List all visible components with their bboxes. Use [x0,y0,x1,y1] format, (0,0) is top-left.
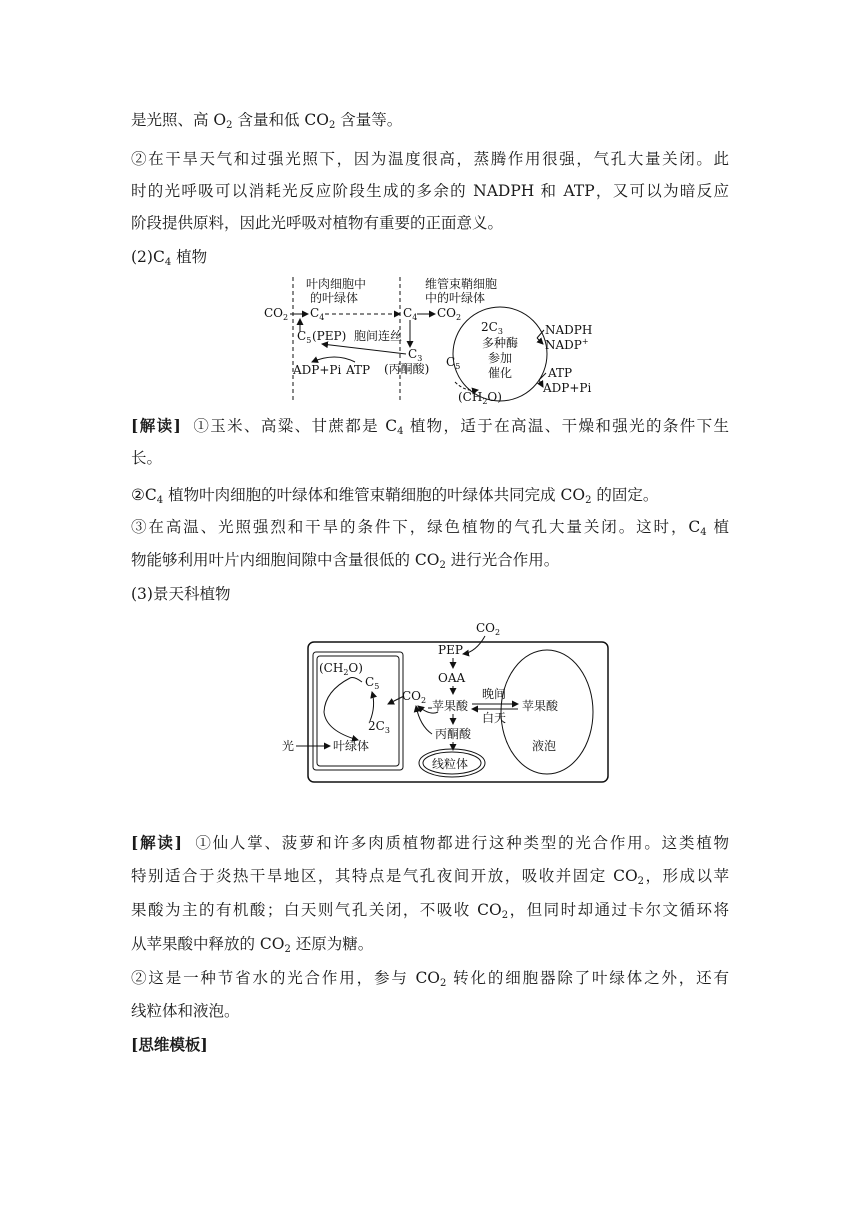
nadph-label: NADPH [545,323,593,337]
svg-text:CO2: $CO_2$ [402,689,427,705]
template-heading: [思维模板] [131,1035,208,1054]
c4-reading-line-5: 物能够利用叶片内细胞间隙中含量很低的 $CO_2$ 进行光合作用。 [131,551,560,571]
adp-pi-label-2: ADP+Pi [543,381,592,395]
c4-heading: $(2)C_4$ 植物 [131,248,208,268]
enzyme-label-3: 催化 [488,366,513,380]
cam-heading: (3)景天科植物 [131,585,231,603]
c4-reading-line-4: ③在高温、光照强烈和干旱的条件下，绿色植物的气孔大量关闭。这时，$C_4$ 植 [131,518,729,538]
c4-reading-line-1: [解读] ①玉米、高粱、甘蔗都是 $C_4$ 植物，适于在高温、干燥和强光的条件下生 [131,416,729,437]
svg-text:C4: $C_4$ [310,306,325,322]
cam-light-label: 光 [282,739,295,753]
enzyme-label-2: 参加 [488,351,513,365]
enzyme-label-1: 多种酶 [482,336,519,350]
sheath-title-2: 中的叶绿体 [425,291,486,305]
plasmodesmata-label: 胞间连丝 [354,329,403,343]
text-line-4: 阶段提供原料，因此光呼吸对植物有重要的正面意义。 [131,214,504,232]
c4-reading-line-2: 长。 [131,449,163,467]
svg-text:C5: $C_5$ [446,355,461,371]
c4-pathway-diagram [260,272,600,404]
cam-pathway-diagram [280,616,612,784]
svg-text:2C3: $2C_3$ [368,719,390,735]
atp-label: ATP [346,363,371,377]
cam-chloroplast-label: 叶绿体 [333,739,370,753]
cam-day-label: 白天 [482,711,507,725]
cam-pep-label: PEP [438,643,463,657]
sheath-title-1: 维管束鞘细胞 [425,277,498,291]
cam-mitochondria-label: 线粒体 [432,757,469,771]
mesophyll-title-2: 的叶绿体 [310,291,359,305]
adp-pi-label: ADP+Pi [293,363,342,377]
cam-vacuole-label: 液泡 [532,739,557,753]
cam-reading-line-5: ②这是一种节省水的光合作用，参与 $CO_2$ 转化的细胞器除了叶绿体之外，还有 [131,969,730,989]
c4-reading-line-3: $②C_4$ 植物叶肉细胞的叶绿体和维管束鞘细胞的叶绿体共同完成 $CO_2$ 的固定。 [131,486,659,506]
pep-label: (PEP) [312,329,347,343]
cam-reading-line-3: 果酸为主的有机酸；白天则气孔关闭，不吸收 $CO_2$，但同时却通过卡尔文循环将 [131,901,729,921]
cam-reading-line-4: 从苹果酸中释放的 $CO_2$ 还原为糖。 [131,935,374,955]
svg-text:(CH2O): $(CH_2O)$ [458,390,502,404]
svg-text:C5: $C_5$ [365,675,380,691]
cam-pyruvate-label: 丙酮酸 [435,727,472,741]
svg-text:C5: $C_5$ [297,329,312,345]
svg-text:CO2: $CO_2$ [437,306,462,322]
svg-text:(CH2O): $(CH_2O)$ [319,661,363,677]
svg-text:CO2: $CO_2$ [264,306,289,322]
cam-reading-line-1: [解读] ①仙人掌、菠萝和许多肉质植物都进行这种类型的光合作用。这类植物 [131,833,729,852]
cam-reading-line-2: 特别适合于炎热干旱地区，其特点是气孔夜间开放，吸收并固定 $CO_2$，形成以苹 [131,867,729,887]
svg-text:C3: $C_3$ [408,347,423,363]
cam-malic-acid-label: 苹果酸 [432,699,469,713]
text-line-1: 是光照、高 $O_2$ 含量和低 $CO_2$ 含量等。 [131,111,403,131]
cam-oaa-label: OAA [438,671,466,685]
svg-text:C4: $C_4$ [403,306,418,322]
cam-reading-line-6: 线粒体和液泡。 [131,1002,240,1020]
cam-vacuole-malic-acid: 苹果酸 [522,699,559,713]
pyruvate-label: (丙酮酸) [384,362,430,376]
svg-text:2C3: $2C_3$ [481,320,503,336]
cam-night-label: 晚间 [482,687,507,701]
mesophyll-title-1: 叶肉细胞中 [306,277,367,291]
text-line-3: 时的光呼吸可以消耗光反应阶段生成的多余的 NADPH 和 ATP，又可以为暗反应 [131,182,729,200]
svg-text:NADP+: NADP+ [545,337,589,352]
svg-text:CO2: $CO_2$ [476,621,501,637]
text-line-2: ②在干旱天气和过强光照下，因为温度很高，蒸腾作用很强，气孔大量关闭。此 [131,150,729,168]
atp-label-2: ATP [548,366,573,380]
